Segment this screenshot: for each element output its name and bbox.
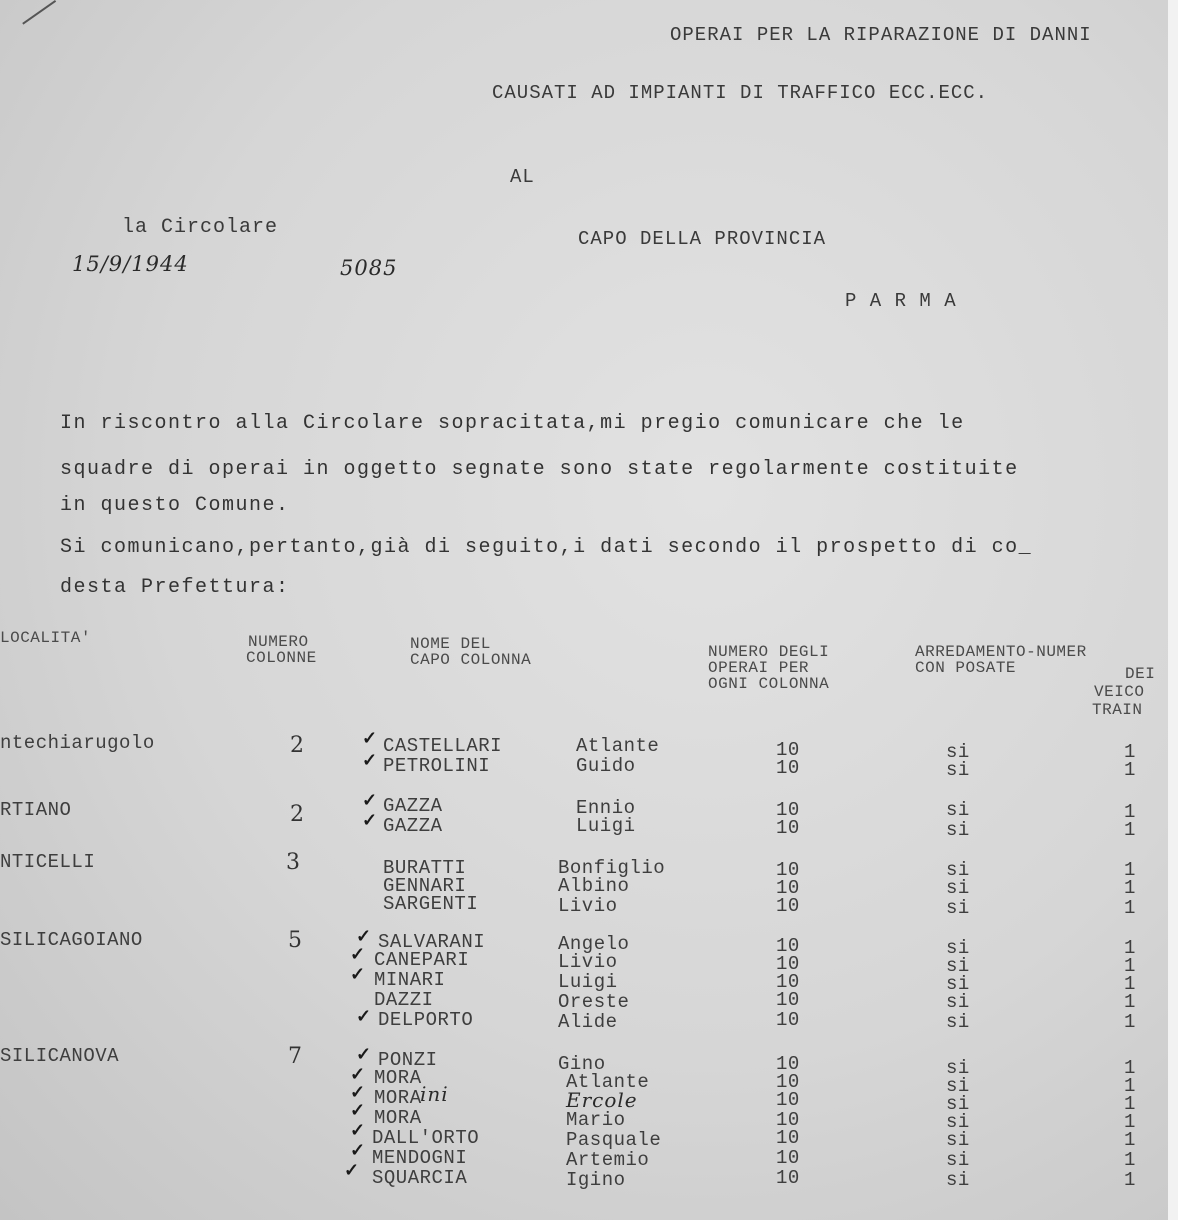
check-mark: ✓ — [362, 728, 379, 749]
row-veicoli: 1 — [1124, 741, 1136, 763]
group-localita: ntechiarugolo — [0, 732, 155, 754]
row-posate: si — [946, 819, 970, 841]
row-posate: si — [946, 1129, 970, 1151]
row-veicoli: 1 — [1124, 1129, 1136, 1151]
row-cognome: PETROLINI — [383, 755, 491, 777]
check-mark: ✓ — [362, 750, 379, 771]
check-mark: ✓ — [350, 1082, 367, 1103]
row-posate: si — [946, 973, 970, 995]
check-mark: ✓ — [344, 1160, 361, 1181]
body-line-3: in questo Comune. — [60, 494, 290, 517]
row-veicoli: 1 — [1124, 1111, 1136, 1133]
group-colonne: 7 — [288, 1044, 303, 1069]
row-cognome: DALL'ORTO — [372, 1127, 480, 1149]
check-mark: ✓ — [356, 1044, 373, 1065]
row-cognome: MINARI — [374, 969, 446, 991]
row-veicoli: 1 — [1124, 955, 1136, 977]
row-cognome: DELPORTO — [378, 1009, 474, 1031]
row-operai: 10 — [776, 739, 800, 761]
row-veicoli: 1 — [1124, 973, 1136, 995]
row-operai: 10 — [776, 1147, 800, 1169]
row-posate: si — [946, 1149, 970, 1171]
row-cognome: GENNARI — [383, 875, 467, 897]
row-operai: 10 — [776, 971, 800, 993]
row-posate: si — [946, 1111, 970, 1133]
col-header-numero-colonne-2: COLONNE — [246, 649, 317, 667]
row-nome: Guido — [576, 755, 636, 777]
addressee-capo: CAPO DELLA PROVINCIA — [578, 228, 827, 250]
row-cognome: BURATTI — [383, 857, 467, 879]
col-header-numero-colonne-1: NUMERO — [248, 633, 309, 651]
group-localita: SILICAGOIANO — [0, 929, 143, 951]
row-operai: 10 — [776, 757, 800, 779]
row-cognome: CANEPARI — [374, 949, 470, 971]
row-posate: si — [946, 1075, 970, 1097]
reference-number: 5085 — [340, 256, 398, 280]
row-nome: Gino — [558, 1053, 606, 1075]
page-edge — [1168, 0, 1178, 1220]
addressee-city: P A R M A — [845, 290, 957, 312]
check-mark: ✓ — [350, 964, 367, 985]
row-cognome: SARGENTI — [383, 893, 479, 915]
row-operai: 10 — [776, 1089, 800, 1111]
row-cognome: MORA — [374, 1107, 422, 1129]
row-nome: Ennio — [576, 797, 636, 819]
addressee-al: AL — [510, 166, 535, 188]
row-posate: si — [946, 1169, 970, 1191]
row-operai: 10 — [776, 877, 800, 899]
row-nome: Livio — [558, 951, 618, 973]
group-colonne: 5 — [288, 928, 303, 953]
reference-label: la Circolare — [122, 216, 279, 239]
group-colonne: 2 — [290, 733, 305, 758]
row-veicoli: 1 — [1124, 897, 1136, 919]
row-cognome: MENDOGNI — [372, 1147, 468, 1169]
row-nome: Igino — [566, 1169, 626, 1191]
check-mark: ✓ — [350, 1100, 367, 1121]
row-cognome: DAZZI — [374, 989, 434, 1011]
check-mark: ✓ — [350, 944, 367, 965]
row-nome: Angelo — [558, 933, 630, 955]
handwritten-cognome-suffix: ini — [420, 1082, 449, 1106]
check-mark: ✓ — [350, 1064, 367, 1085]
col-header-numero-operai-1: NUMERO DEGLI — [708, 643, 830, 661]
row-posate: si — [946, 759, 970, 781]
corner-mark — [22, 0, 56, 25]
row-nome-handwritten: Ercole — [566, 1088, 638, 1112]
row-posate: si — [946, 741, 970, 763]
row-posate: si — [946, 799, 970, 821]
row-veicoli: 1 — [1124, 1093, 1136, 1115]
row-cognome: SQUARCIA — [372, 1167, 468, 1189]
row-posate: si — [946, 877, 970, 899]
row-nome: Atlante — [576, 735, 660, 757]
row-cognome: CASTELLARI — [383, 735, 503, 757]
body-line-5: desta Prefettura: — [60, 576, 290, 599]
row-cognome: MORA — [374, 1067, 422, 1089]
col-header-localita: LOCALITA' — [0, 629, 91, 647]
row-cognome: SALVARANI — [378, 931, 486, 953]
row-operai: 10 — [776, 953, 800, 975]
col-header-veicoli-2: VEICO — [1094, 683, 1145, 701]
body-line-4: Si comunicano,pertanto,già di seguito,i dati secondo il prospetto di co_ — [60, 536, 1033, 559]
row-nome: Oreste — [558, 991, 630, 1013]
col-header-numero-operai-3: OGNI COLONNA — [708, 675, 830, 693]
row-cognome: GAZZA — [383, 815, 443, 837]
col-header-veicoli-3: TRAIN — [1092, 701, 1143, 719]
row-operai: 10 — [776, 799, 800, 821]
row-operai: 10 — [776, 817, 800, 839]
group-localita: RTIANO — [0, 799, 72, 821]
group-localita: NTICELLI — [0, 851, 96, 873]
col-header-numero-operai-2: OPERAI PER — [708, 659, 810, 677]
row-nome: Atlante — [566, 1071, 650, 1093]
header-line-2: CAUSATI AD IMPIANTI DI TRAFFICO ECC.ECC. — [492, 82, 989, 104]
group-localita: SILICANOVA — [0, 1045, 120, 1067]
row-cognome: MORA — [374, 1087, 422, 1109]
row-veicoli: 1 — [1124, 1169, 1136, 1191]
row-operai: 10 — [776, 935, 800, 957]
row-operai: 10 — [776, 1071, 800, 1093]
row-operai: 10 — [776, 1167, 800, 1189]
check-mark: ✓ — [362, 810, 379, 831]
col-header-veicoli-1: DEI — [1125, 665, 1156, 683]
check-mark: ✓ — [356, 926, 373, 947]
row-nome: Livio — [558, 895, 618, 917]
row-veicoli: 1 — [1124, 1075, 1136, 1097]
row-veicoli: 1 — [1124, 1057, 1136, 1079]
group-colonne: 2 — [290, 802, 305, 827]
row-nome: Artemio — [566, 1149, 650, 1171]
row-posate: si — [946, 955, 970, 977]
col-header-nome-capo-2: CAPO COLONNA — [410, 651, 532, 669]
row-posate: si — [946, 991, 970, 1013]
row-nome: Bonfiglio — [558, 857, 666, 879]
col-header-arredamento-2: CON POSATE — [915, 659, 1017, 677]
row-veicoli: 1 — [1124, 877, 1136, 899]
row-nome: Luigi — [576, 815, 636, 837]
row-nome: Mario — [566, 1109, 626, 1131]
row-posate: si — [946, 1057, 970, 1079]
row-posate: si — [946, 897, 970, 919]
row-nome: Pasquale — [566, 1129, 662, 1151]
row-cognome: GAZZA — [383, 795, 443, 817]
row-operai: 10 — [776, 895, 800, 917]
group-colonne: 3 — [286, 850, 301, 875]
check-mark: ✓ — [362, 790, 379, 811]
col-header-arredamento-1: ARREDAMENTO-NUMER — [915, 643, 1087, 661]
row-veicoli: 1 — [1124, 1011, 1136, 1033]
row-operai: 10 — [776, 1053, 800, 1075]
row-posate: si — [946, 1093, 970, 1115]
row-veicoli: 1 — [1124, 1149, 1136, 1171]
row-veicoli: 1 — [1124, 801, 1136, 823]
row-veicoli: 1 — [1124, 859, 1136, 881]
row-veicoli: 1 — [1124, 759, 1136, 781]
row-operai: 10 — [776, 1109, 800, 1131]
row-posate: si — [946, 1011, 970, 1033]
row-cognome: PONZI — [378, 1049, 438, 1071]
check-mark: ✓ — [350, 1140, 367, 1161]
row-nome: Alide — [558, 1011, 618, 1033]
check-mark: ✓ — [356, 1006, 373, 1027]
row-veicoli: 1 — [1124, 937, 1136, 959]
row-posate: si — [946, 859, 970, 881]
body-line-2: squadre di operai in oggetto segnate sono state regolarmente costituite — [60, 458, 1019, 481]
row-veicoli: 1 — [1124, 991, 1136, 1013]
header-line-1: OPERAI PER LA RIPARAZIONE DI DANNI — [670, 24, 1092, 46]
col-header-nome-capo-1: NOME DEL — [410, 635, 491, 653]
check-mark: ✓ — [350, 1120, 367, 1141]
row-nome: Albino — [558, 875, 630, 897]
row-operai: 10 — [776, 1127, 800, 1149]
reference-date: 15/9/1944 — [72, 252, 189, 276]
row-nome: Luigi — [558, 971, 618, 993]
body-line-1: In riscontro alla Circolare sopracitata,mi pregio comunicare che le — [60, 412, 965, 435]
row-veicoli: 1 — [1124, 819, 1136, 841]
row-operai: 10 — [776, 989, 800, 1011]
row-operai: 10 — [776, 859, 800, 881]
row-operai: 10 — [776, 1009, 800, 1031]
row-posate: si — [946, 937, 970, 959]
